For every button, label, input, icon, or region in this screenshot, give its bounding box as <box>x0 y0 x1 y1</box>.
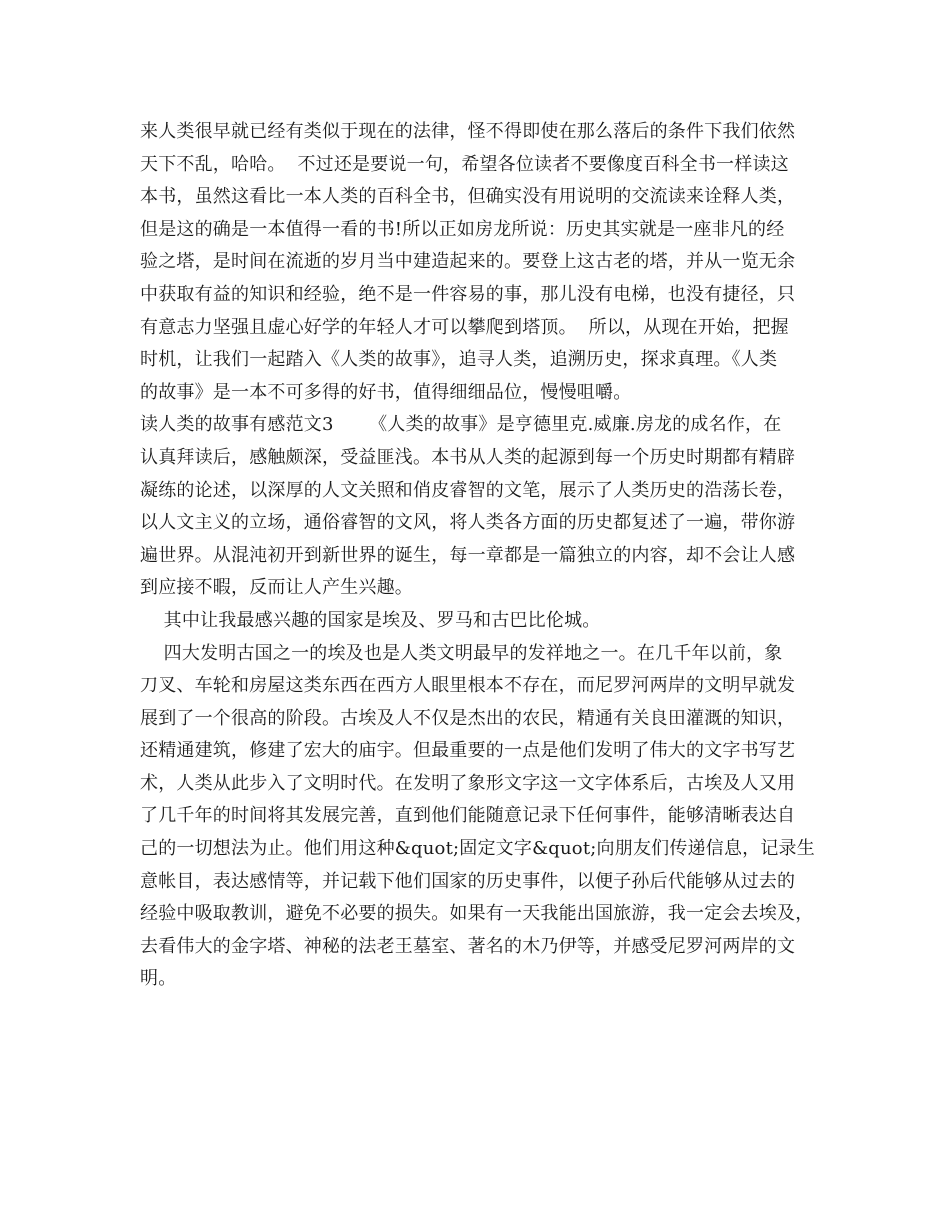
text-line: 到应接不暇，反而让人产生兴趣。 <box>140 577 413 599</box>
text-line: 术，人类从此步入了文明时代。在发明了象形文字这一文字体系后，古埃及人又用 <box>140 772 796 794</box>
text-line: 认真拜读后，感触颇深，受益匪浅。本书从人类的起源到每一个历史时期都有精辟 <box>140 446 796 468</box>
document-body <box>140 116 820 996</box>
text-line: 有意志力坚强且虚心好学的年轻人才可以攀爬到塔顶。 所以，从现在开始，把握 <box>140 316 789 338</box>
text-line: 但是这的确是一本值得一看的书!所以正如房龙所说：历史其实就是一座非凡的经 <box>140 218 785 240</box>
text-line: 以人文主义的立场，通俗睿智的文风，将人类各方面的历史都复述了一遍，带你游 <box>140 512 796 534</box>
text-line: 验之塔，是时间在流逝的岁月当中建造起来的。要登上这古老的塔，并从一览无余 <box>140 251 796 273</box>
text-line: 中获取有益的知识和经验，绝不是一件容易的事，那儿没有电梯，也没有捷径，只 <box>140 283 796 305</box>
text-line: 时机，让我们一起踏入《人类的故事》，追寻人类，追溯历史，探求真理。《人类 <box>140 349 778 371</box>
text-line: 遍世界。从混沌初开到新世界的诞生，每一章都是一篇独立的内容，却不会让人感 <box>140 544 796 566</box>
text-line: 天下不乱，哈哈。 不过还是要说一句，希望各位读者不要像度百科全书一样读这 <box>140 153 789 175</box>
text-line: 刀叉、车轮和房屋这类东西在西方人眼里根本不存在，而尼罗河两岸的文明早就发 <box>140 675 796 697</box>
text-line: 来人类很早就已经有类似于现在的法律，怪不得即使在那么落后的条件下我们依然 <box>140 121 796 142</box>
text-line: 己的一切想法为止。他们用这种&quot;固定文字&quot;向朋友们传递信息，记录生 <box>140 838 815 860</box>
text-line: 本书，虽然这看比一本人类的百科全书，但确实没有用说明的交流读来诠释人类， <box>140 186 796 208</box>
text-line: 凝练的论述，以深厚的人文关照和俏皮睿智的文笔，展示了人类历史的浩荡长卷， <box>140 479 796 501</box>
text-line: 还精通建筑，修建了宏大的庙宇。但最重要的一点是他们发明了伟大的文字书写艺 <box>140 740 796 762</box>
text-line: 明。 <box>140 968 177 990</box>
section-heading-line: 读人类的故事有感范文3 《人类的故事》是亨德里克.威廉.房龙的成名作，在 <box>140 414 782 436</box>
paragraph-line: 其中让我最感兴趣的国家是埃及、罗马和古巴比伦城。 <box>140 609 601 631</box>
paragraph-line: 四大发明古国之一的埃及也是人类文明最早的发祥地之一。在几千年以前，象 <box>140 642 783 664</box>
text-line: 了几千年的时间将其发展完善，直到他们能随意记录下任何事件，能够清晰表达自 <box>140 805 796 827</box>
text-line: 展到了一个很高的阶段。古埃及人不仅是杰出的农民，精通有关良田灌溉的知识， <box>140 707 796 729</box>
text-line: 经验中吸取教训，避免不必要的损失。如果有一天我能出国旅游，我一定会去埃及， <box>140 903 814 925</box>
text-line: 去看伟大的金字塔、神秘的法老王墓室、著名的木乃伊等，并感受尼罗河两岸的文 <box>140 935 796 957</box>
text-line: 意帐目，表达感情等，并记载下他们国家的历史事件，以便子孙后代能够从过去的 <box>140 870 796 892</box>
text-line: 的故事》是一本不可多得的好书，值得细细品位，慢慢咀嚼。 <box>140 381 632 403</box>
